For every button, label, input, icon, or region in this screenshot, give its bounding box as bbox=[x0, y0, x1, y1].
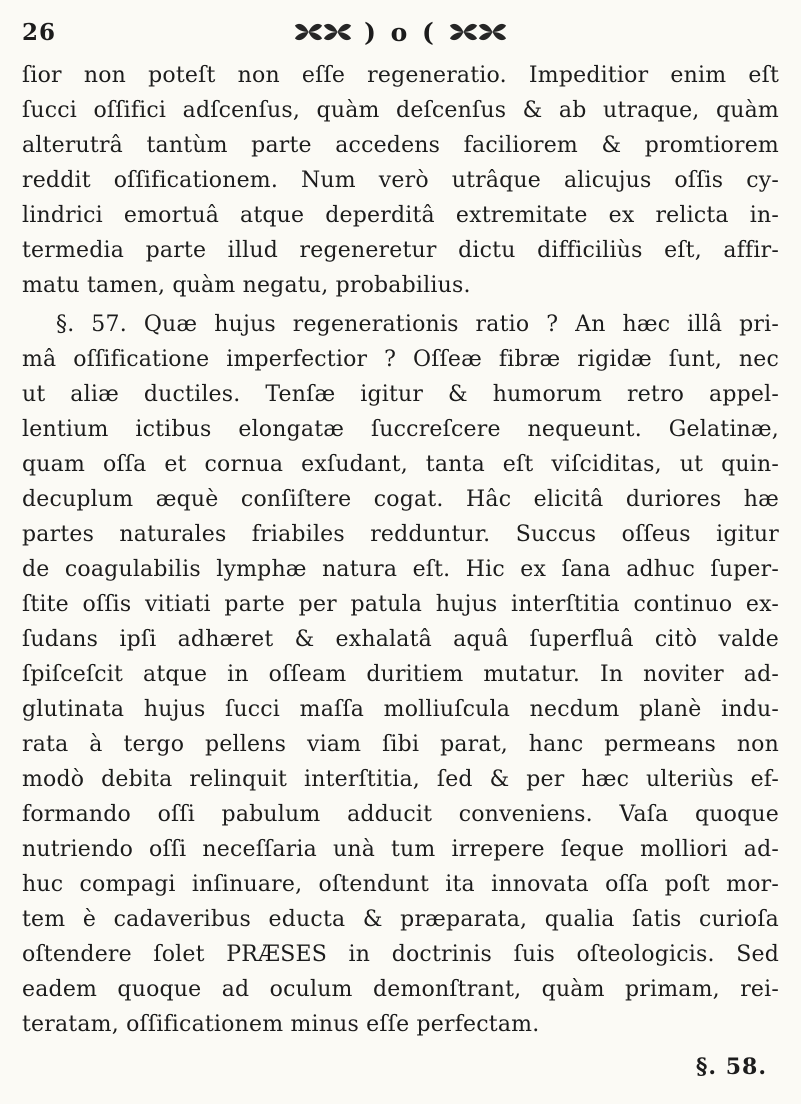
text-line: tem è cadaveribus educta & præparata, qualia ſatis curioſa bbox=[22, 907, 779, 932]
text-line: lindrici emortuâ atque deperditâ extremitate ex relicta in- bbox=[22, 203, 779, 228]
text-line: ſpiſceſcit atque in oſſeam duritiem mutatur. In noviter ad- bbox=[22, 662, 779, 687]
text-line: §. 57. Quæ hujus regenerationis ratio ? An hæc illâ pri- bbox=[56, 312, 779, 337]
page-number: 26 bbox=[22, 18, 57, 46]
page-text bbox=[22, 58, 779, 1042]
header-ornament-row bbox=[294, 18, 507, 47]
text-line: oſtendere ſolet PRÆSES in doctrinis ſuis oſteologicis. Sed bbox=[22, 942, 779, 967]
text-line: reddit oſſificationem. Num verò utrâque alicujus oſſis cy- bbox=[22, 168, 779, 193]
text-line: partes naturales friabiles redduntur. Succus oſſeus igitur bbox=[22, 522, 779, 547]
text-line: eadem quoque ad oculum demonſtrant, quàm primam, rei- bbox=[22, 977, 779, 1002]
text-line: ſtite oſſis vitiati parte per patula hujus interſtitia continuo ex- bbox=[22, 592, 779, 617]
text-line: ſior non poteſt non eſſe regeneratio. Impeditior enim eſt bbox=[22, 63, 779, 88]
text-line: de coagulabilis lymphæ natura eſt. Hic ex ſana adhuc ſuper- bbox=[22, 557, 779, 582]
text-line: quam oſſa et cornua exſudant, tanta eſt viſciditas, ut quin- bbox=[22, 452, 779, 477]
text-line: huc compagi inſinuare, oſtendunt ita innovata oſſa poſt mor- bbox=[22, 872, 779, 897]
text-line: matu tamen, quàm negatu, probabilius. bbox=[22, 273, 471, 298]
text-line: alterutrâ tantùm parte accedens faciliorem & promtiorem bbox=[22, 133, 779, 158]
text-line: glutinata hujus ſucci maſſa molliuſcula necdum planè indu- bbox=[22, 697, 779, 722]
text-line: ut aliæ ductiles. Tenſæ igitur & humorum retro appel- bbox=[22, 382, 779, 407]
paragraph bbox=[22, 58, 779, 303]
text-line: modò debita relinquit interſtitia, ſed & per hæc ulteriùs ef- bbox=[22, 767, 779, 792]
text-line: ſucci oſſifici adſcenſus, quàm deſcenſus & ab utraque, quàm bbox=[22, 98, 779, 123]
text-line: decuplum æquè conſiſtere cogat. Hâc elicitâ duriores hæ bbox=[22, 487, 779, 512]
text-line: rata à tergo pellens viam ſibi parat, hanc permeans non bbox=[22, 732, 779, 757]
fleuron-icon bbox=[294, 20, 352, 44]
footer-section-mark: §. 58. bbox=[695, 1054, 767, 1080]
text-line: teratam, oſſificationem minus eſſe perfectam. bbox=[22, 1012, 540, 1037]
text-line: formando oſſi pabulum adducit conveniens. Vaſa quoque bbox=[22, 802, 779, 827]
paragraph bbox=[22, 307, 779, 1042]
fleuron-icon bbox=[449, 20, 507, 44]
text-line: termedia parte illud regeneretur dictu difficiliùs eſt, affir- bbox=[22, 238, 779, 263]
text-line: mâ oſſificatione imperfectior ? Oſſeæ fibræ rigidæ ſunt, nec bbox=[22, 347, 779, 372]
text-line: ſudans ipſi adhæret & exhalatâ aquâ ſuperfluâ citò valde bbox=[22, 627, 779, 652]
page-header bbox=[22, 14, 779, 50]
header-mark: ) o ( bbox=[364, 17, 437, 47]
text-line: nutriendo oſſi neceſſaria unà tum irrepere ſeque molliori ad- bbox=[22, 837, 779, 862]
text-line: lentium ictibus elongatæ ſuccreſcere nequeunt. Gelatinæ, bbox=[22, 417, 779, 442]
